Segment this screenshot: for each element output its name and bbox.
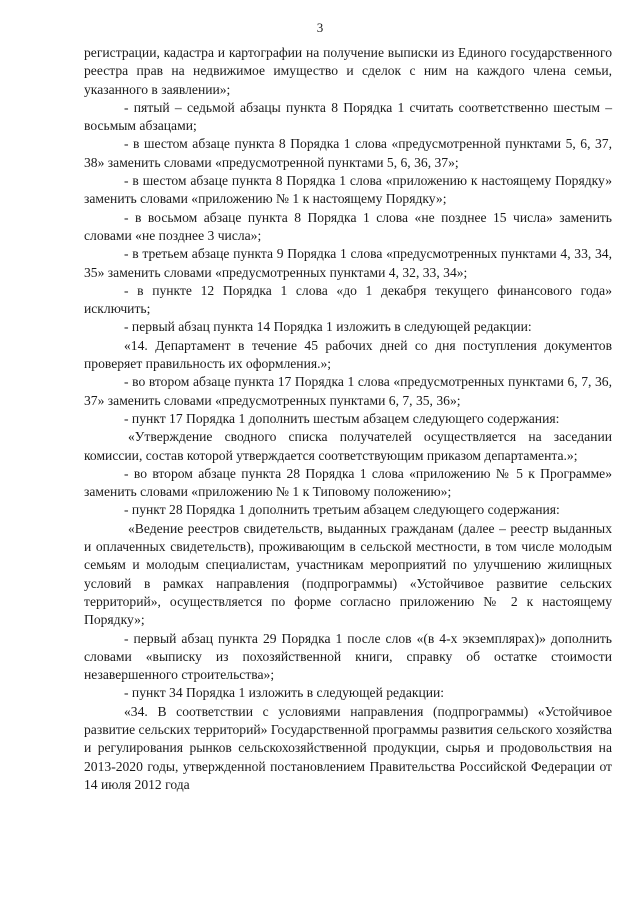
paragraph-item: - во втором абзаце пункта 28 Порядка 1 слова «приложению № 5 к Программе» заменить словами «приложению № 1 к Типовому положению»; — [84, 465, 612, 500]
paragraph-item: - в третьем абзаце пункта 9 Порядка 1 слова «предусмотренных пунктами 4, 33, 34, 35» заменить словами «предусмотренных пунктами 4, 32, 33, 34»; — [84, 246, 612, 280]
paragraph-item: - первый абзац пункта 14 Порядка 1 изложить в следующей редакции: — [124, 319, 532, 335]
paragraph-item: - пункт 28 Порядка 1 дополнить третьим абзацем следующего содержания: — [124, 502, 560, 518]
paragraph-item: - в шестом абзаце пункта 8 Порядка 1 слова «приложению к настоящему Порядку» заменить словами «приложению № 1 к настоящему Порядку»; — [84, 173, 612, 207]
paragraph-item: - пункт 34 Порядка 1 изложить в следующей редакции: — [124, 685, 445, 701]
paragraph-item: - в шестом абзаце пункта 8 Порядка 1 слова «предусмотренной пунктами 5, 6, 37, 38» заменить словами «предусмотренной пунктами 5, 6, 36, 37»; — [84, 136, 612, 170]
paragraph-item: - первый абзац пункта 29 Порядка 1 после слов «(в 4-х экземплярах)» дополнить словами «выписку из похозяйственной книги, справку об остатке стоимости незавершенного строительства»; — [84, 630, 612, 683]
paragraph-item: - в пункте 12 Порядка 1 слова «до 1 декабря текущего финансового года» исключить; — [84, 282, 612, 317]
paragraph-quote: «Утверждение сводного списка получателей осуществляется на заседании комиссии, состав которой утверждается соответствующим приказом департамента.»; — [84, 429, 612, 463]
paragraph-item: - пятый – седьмой абзацы пункта 8 Порядка 1 считать соответственно шестым – восьмым абзацами; — [84, 99, 612, 134]
paragraph-continuation: регистрации, кадастра и картографии на получение выписки из Единого государственного реестра прав на недвижимое имущество и сделок с ним на каждого члена семьи, указанного в заявлении»; — [84, 45, 612, 97]
document-body — [84, 44, 612, 794]
paragraph-item: - в восьмом абзаце пункта 8 Порядка 1 слова «не позднее 15 числа» заменить словами «не позднее 3 числа»; — [84, 209, 612, 243]
page-number: 3 — [316, 20, 324, 35]
paragraph-item: - пункт 17 Порядка 1 дополнить шестым абзацем следующего содержания: — [124, 410, 560, 426]
paragraph-quote: «34. В соответствии с условиями направления (подпрограммы) «Устойчивое развитие сельских территорий» Государственной программы развития сельского хозяйства и регулирования рынков сельскохозяйственной продукции, сырья и продовольствия на 2013-2020 годы, утвержденной постановлением Правительства Российской Федерации от 14 июля 2012 года — [84, 703, 612, 792]
paragraph-quote: «14. Департамент в течение 45 рабочих дней со дня поступления документов проверяет правильность их оформления.»; — [84, 337, 612, 372]
paragraph-item: - во втором абзаце пункта 17 Порядка 1 слова «предусмотренных пунктами 6, 7, 36, 37» заменить словами «предусмотренных пунктами 6, 7, 35, 36»; — [84, 374, 612, 408]
paragraph-quote: «Ведение реестров свидетельств, выданных гражданам (далее – реестр выданных и оплаченных свидетельств), проживающим в сельской местности, в том числе молодым семьям и молодым специалистам, участникам мероприятий по улучшению жилищных условий в рамках направления (подпрограммы) «Устойчивое развитие сельских территорий», осуществляется по форме согласно приложению № 2 к настоящему Порядку»; — [84, 520, 612, 628]
